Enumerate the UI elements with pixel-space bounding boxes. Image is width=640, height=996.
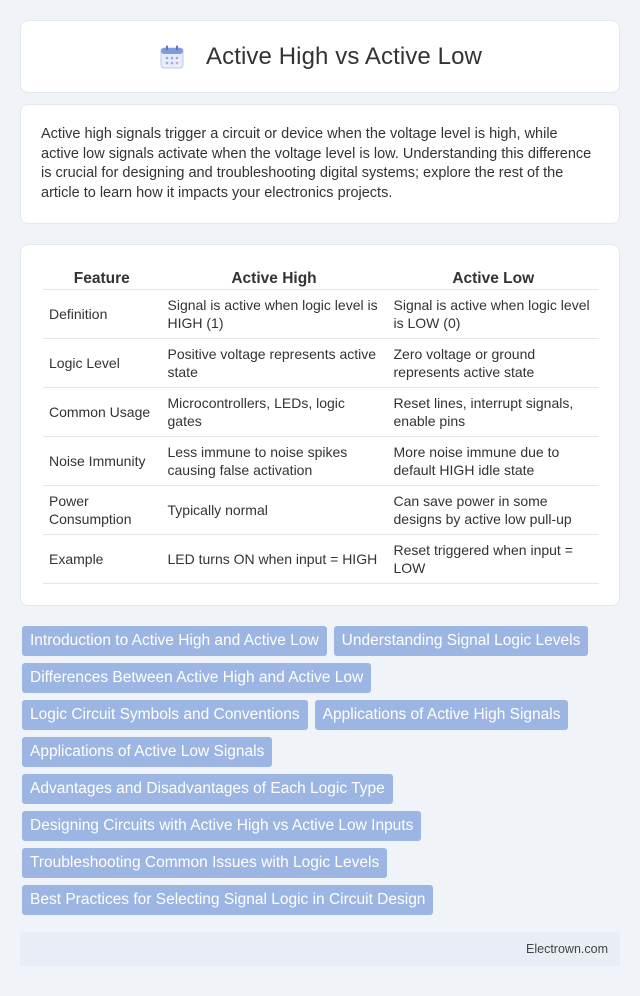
footer-site-link[interactable]: Electrown.com	[526, 942, 608, 956]
intro-text: Active high signals trigger a circuit or device when the voltage level is high, while active low signals activate when the voltage level is low. Understanding this difference is crucial for designing and troubleshooting digital systems; explore the rest of the article to learn how it impacts your electronics projects.	[41, 126, 592, 201]
tag-row	[22, 700, 622, 737]
topic-tag[interactable]: Understanding Signal Logic Levels	[334, 626, 589, 656]
comparison-table-card	[20, 244, 620, 606]
tag-row	[22, 811, 622, 848]
header-active-low: Active Low	[387, 265, 599, 289]
active-low-cell: Reset lines, interrupt signals, enable pins	[387, 387, 599, 436]
topic-tag[interactable]: Applications of Active High Signals	[315, 700, 569, 730]
active-low-cell: Can save power in some designs by active low pull-up	[387, 485, 599, 534]
feature-cell: Common Usage	[43, 387, 161, 436]
active-high-cell: Microcontrollers, LEDs, logic gates	[161, 387, 387, 436]
table-row	[43, 436, 599, 485]
tag-row	[22, 848, 622, 885]
calendar-icon	[158, 43, 186, 71]
table-row	[43, 534, 599, 583]
topic-tag[interactable]: Applications of Active Low Signals	[22, 737, 272, 767]
active-high-cell: Typically normal	[161, 485, 387, 534]
header-active-high: Active High	[161, 265, 387, 289]
table-row	[43, 338, 599, 387]
active-low-cell: More noise immune due to default HIGH idle state	[387, 436, 599, 485]
table-row	[43, 387, 599, 436]
title-card	[20, 20, 620, 93]
footer	[20, 932, 620, 966]
active-low-cell: Zero voltage or ground represents active state	[387, 338, 599, 387]
feature-cell: Definition	[43, 289, 161, 338]
page-title: Active High vs Active Low	[206, 42, 482, 70]
feature-cell: Logic Level	[43, 338, 161, 387]
active-low-cell: Reset triggered when input = LOW	[387, 534, 599, 583]
topic-tag[interactable]: Introduction to Active High and Active Low	[22, 626, 327, 656]
tag-row	[22, 737, 622, 774]
comparison-table	[43, 265, 599, 584]
intro-card	[20, 104, 620, 224]
feature-cell: Power Consumption	[43, 485, 161, 534]
table-header-row	[43, 265, 599, 289]
active-high-cell: Less immune to noise spikes causing false activation	[161, 436, 387, 485]
active-high-cell: LED turns ON when input = HIGH	[161, 534, 387, 583]
topic-tag[interactable]: Designing Circuits with Active High vs Active Low Inputs	[22, 811, 421, 841]
feature-cell: Noise Immunity	[43, 436, 161, 485]
topic-tag[interactable]: Advantages and Disadvantages of Each Logic Type	[22, 774, 393, 804]
active-low-cell: Signal is active when logic level is LOW (0)	[387, 289, 599, 338]
table-row	[43, 289, 599, 338]
topic-tag[interactable]: Logic Circuit Symbols and Conventions	[22, 700, 308, 730]
tag-row	[22, 663, 622, 700]
active-high-cell: Positive voltage represents active state	[161, 338, 387, 387]
header-feature: Feature	[43, 265, 161, 289]
topic-tags	[22, 626, 622, 922]
table-row	[43, 485, 599, 534]
tag-row	[22, 626, 622, 663]
topic-tag[interactable]: Best Practices for Selecting Signal Logic in Circuit Design	[22, 885, 433, 915]
tag-row	[22, 774, 622, 811]
active-high-cell: Signal is active when logic level is HIGH (1)	[161, 289, 387, 338]
feature-cell: Example	[43, 534, 161, 583]
topic-tag[interactable]: Differences Between Active High and Active Low	[22, 663, 371, 693]
topic-tag[interactable]: Troubleshooting Common Issues with Logic Levels	[22, 848, 387, 878]
tag-row	[22, 885, 622, 922]
